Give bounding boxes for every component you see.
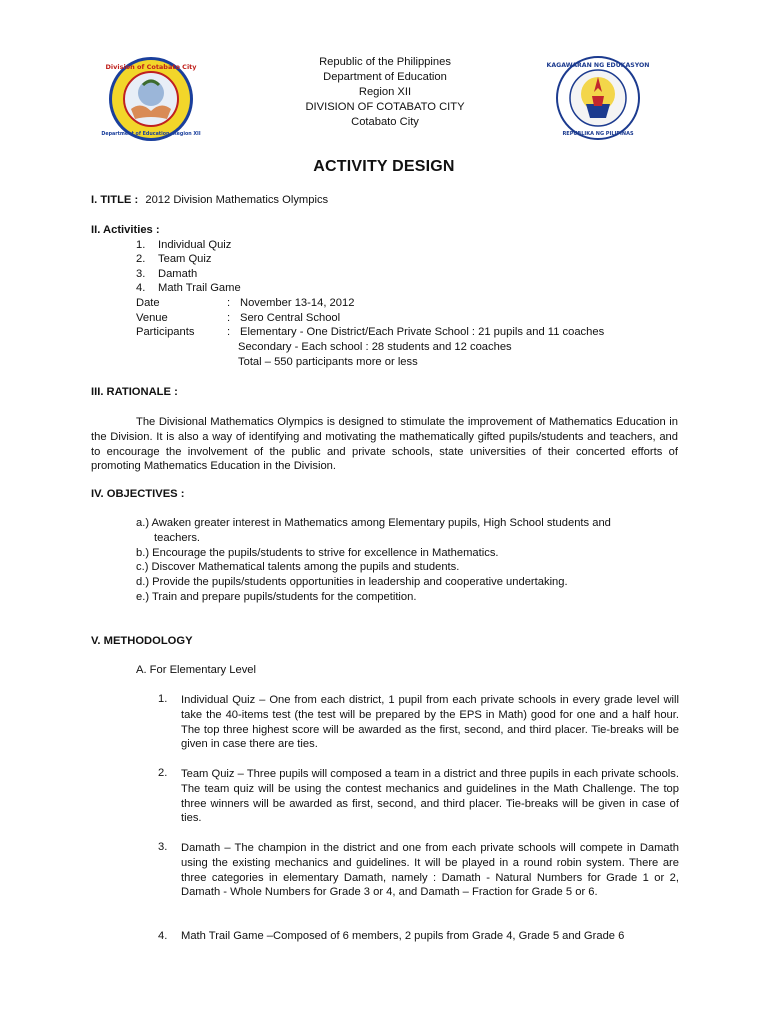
methodology-item-team-quiz: Team Quiz – Three pupils will composed a team in a district and three pupils in each private schools. The team quiz will be using the contest mechanics and guidelines in the Math Challenge. The top three winners will be awarded as first, second, and third placer. Tie-breaks will be given in case of ties. <box>181 768 679 825</box>
letterhead <box>240 55 530 130</box>
participants-total: Total – 550 participants more or less <box>238 356 418 368</box>
methodology-heading: V. METHODOLOGY <box>91 635 193 647</box>
date-label: Date <box>136 297 160 309</box>
activity-num: 1. <box>136 239 146 251</box>
methodology-item-num: 3. <box>158 841 168 853</box>
activity-num: 3. <box>136 268 146 280</box>
elementary-level-heading: A. For Elementary Level <box>136 664 257 676</box>
methodology-item-damath: Damath – The champion in the district and one from each private schools will compete in Damath using the existing mechanics and guidelines. It will be played in a round robin system. There are three categories in elementary Damath, namely : Damath - Natural Numbers for Grade 1 or 2, Damath - Whole Numbers for Grade 3 or 4, and Damath – Fraction for Grade 5 or 6. <box>181 842 679 899</box>
title-section <box>91 194 328 206</box>
activity-label: Individual Quiz <box>158 239 232 251</box>
activity-label: Damath <box>158 268 198 280</box>
methodology-item-math-trail: Math Trail Game –Composed of 6 members, 2 pupils from Grade 4, Grade 5 and Grade 6 <box>181 930 625 942</box>
activity-label: Math Trail Game <box>158 282 241 294</box>
activity-num: 4. <box>136 282 146 294</box>
letterhead-division: DIVISION OF COTABATO CITY <box>305 101 465 113</box>
letterhead-country: Republic of the Philippines <box>319 56 451 68</box>
title-heading: I. TITLE : <box>91 194 139 206</box>
rationale-heading: III. RATIONALE : <box>91 386 178 398</box>
letterhead-region: Region XII <box>358 86 412 98</box>
methodology-item-num: 1. <box>158 693 168 705</box>
methodology-item-num: 4. <box>158 930 168 942</box>
methodology-item-individual-quiz: Individual Quiz – One from each district, 1 pupil from each private schools in every grade level will take the 40-items test (the test will be prepared by the EPS in Math) good for one and a half hour. The top three highest score will be awarded as the first, second, and third placer. Tie-breaks will be given in case there are ties. <box>181 694 679 751</box>
rationale-paragraph: The Divisional Mathematics Olympics is designed to stimulate the improvement of Mathematics Education in the Division. It is also a way of identifying and motivating the mathematically gifted pupils/students and teachers, and to encourage the involvement of the public and private schools, state universities of their concerted efforts of promoting Mathematics Education in the Division. <box>91 416 678 473</box>
svg-text:KAGAWARAN NG EDUKASYON: KAGAWARAN NG EDUKASYON <box>546 62 650 69</box>
deped-seal-logo <box>546 56 650 140</box>
objective-item: a.) Awaken greater interest in Mathematics among Elementary pupils, High School students and <box>136 517 611 529</box>
objective-item: c.) Discover Mathematical talents among the pupils and students. <box>136 561 460 573</box>
document-title: ACTIVITY DESIGN <box>313 158 455 175</box>
svg-text:Division of Cotabato City: Division of Cotabato City <box>105 63 197 71</box>
methodology-item-num: 2. <box>158 767 168 779</box>
participants-label: Participants <box>136 326 195 338</box>
activities-heading: II. Activities : <box>91 224 160 236</box>
date-colon: : <box>227 297 231 309</box>
title-text: 2012 Division Mathematics Olympics <box>145 194 329 206</box>
date-value: November 13-14, 2012 <box>240 297 355 309</box>
svg-text:Department of Education, Regio: Department of Education, Region XII <box>101 132 201 137</box>
letterhead-city: Cotabato City <box>351 116 419 128</box>
participants-colon: : <box>227 326 231 338</box>
svg-text:REPUBLIKA NG PILIPINAS: REPUBLIKA NG PILIPINAS <box>562 131 634 137</box>
participants-elementary: Elementary - One District/Each Private School : 21 pupils and 11 coaches <box>240 326 605 338</box>
objective-item-continued: teachers. <box>154 532 201 544</box>
objective-item: b.) Encourage the pupils/students to strive for excellence in Mathematics. <box>136 547 499 559</box>
venue-value: Sero Central School <box>240 312 341 324</box>
objective-item: e.) Train and prepare pupils/students for the competition. <box>136 591 417 603</box>
activity-num: 2. <box>136 253 146 265</box>
objectives-heading: IV. OBJECTIVES : <box>91 488 185 500</box>
venue-colon: : <box>227 312 231 324</box>
participants-secondary: Secondary - Each school : 28 students and 12 coaches <box>238 341 512 353</box>
venue-label: Venue <box>136 312 168 324</box>
objective-item: d.) Provide the pupils/students opportunities in leadership and cooperative undertaking. <box>136 576 568 588</box>
letterhead-department: Department of Education <box>323 71 447 83</box>
activity-label: Team Quiz <box>158 253 212 265</box>
division-seal-logo <box>101 55 201 143</box>
